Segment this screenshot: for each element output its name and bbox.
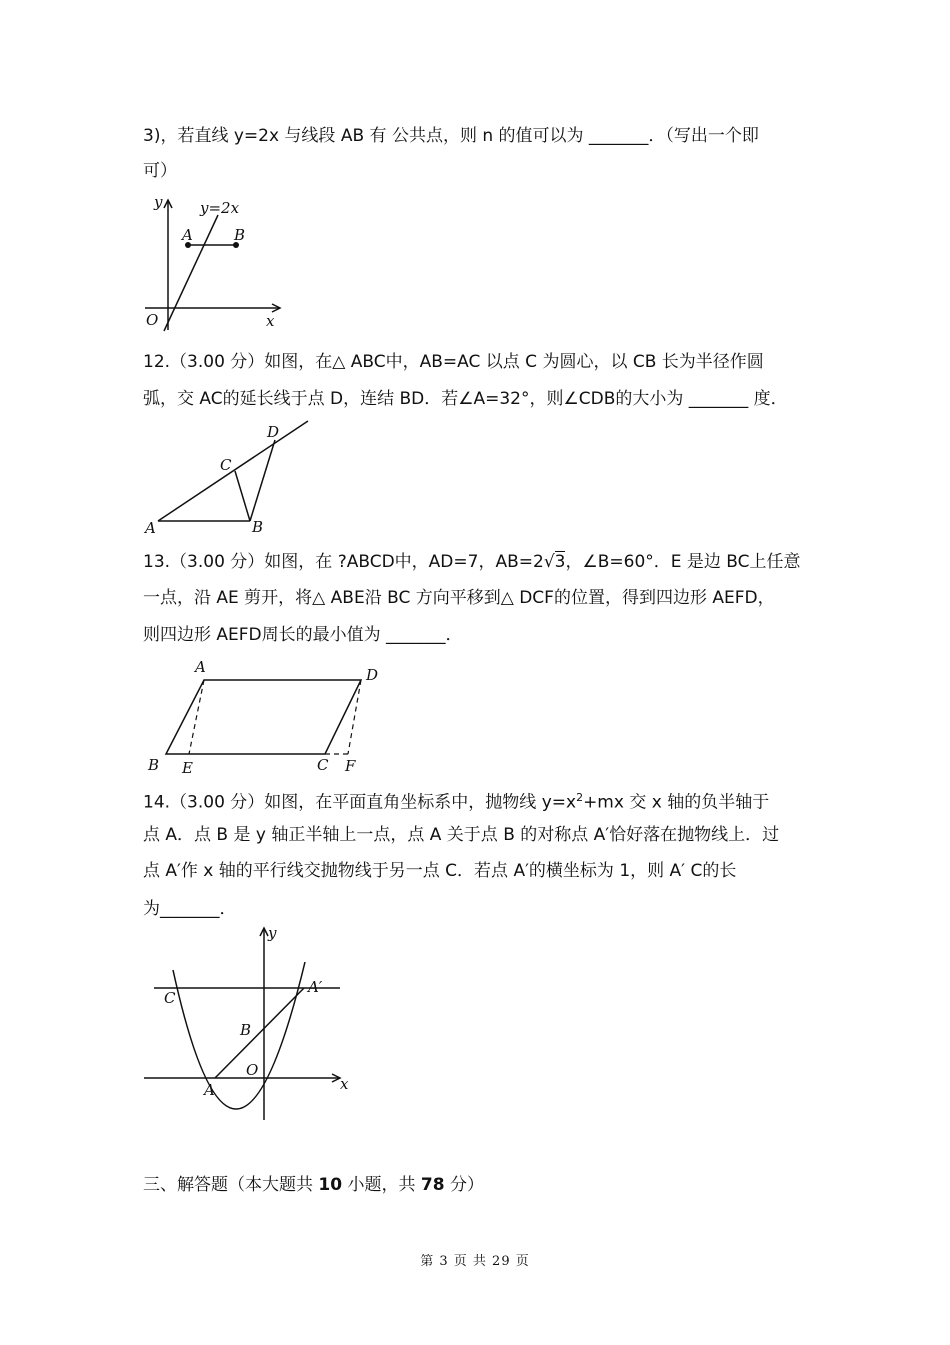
- label-f: F: [345, 757, 356, 775]
- label-e: E: [182, 759, 193, 777]
- q13-text-line-2: 一点，沿 AE 剪开，将△ ABE沿 BC 方向平移到△ DCF的位置，得到四边形 AEFD，: [143, 588, 775, 608]
- q14-text-line-2: 点 A．点 B 是 y 轴正半轴上一点，点 A 关于点 B 的对称点 A′恰好落在抛物线上．过: [143, 825, 780, 845]
- label-a-prime: A′: [308, 978, 323, 996]
- label-b: B: [252, 518, 264, 536]
- q13-line1-post: ，∠B=60°．E 是边 BC上任意: [565, 552, 801, 572]
- q14-text-line-3: 点 A′作 x 轴的平行线交抛物线于另一点 C．若点 A′的横坐标为 1，则 A′ C的长: [143, 861, 737, 881]
- label-a: A: [195, 658, 206, 676]
- section-heading-post: 分）: [444, 1175, 484, 1195]
- label-y: y: [154, 193, 163, 211]
- label-b: B: [234, 226, 246, 244]
- section-heading-pre: 三、解答题（本大题共: [143, 1175, 319, 1195]
- q14-figure: [140, 922, 360, 1127]
- page-footer: 第 3 页 共 29 页: [420, 1254, 530, 1269]
- label-eq: y=2x: [200, 199, 240, 217]
- question-count: 10: [318, 1175, 343, 1195]
- label-d: D: [366, 666, 379, 684]
- q14-line1-post: +mx 交 x 轴的负半轴于: [583, 792, 770, 813]
- label-d: D: [267, 423, 280, 441]
- label-x: x: [266, 312, 275, 330]
- label-a: A: [182, 226, 193, 244]
- label-a: A: [145, 519, 156, 537]
- sqrt-symbol: √: [543, 552, 555, 572]
- line-ad: [158, 421, 308, 521]
- label-a: A: [204, 1081, 215, 1099]
- segment-ae: [189, 680, 204, 754]
- section-heading: [143, 1174, 484, 1196]
- total-score: 78: [420, 1175, 445, 1195]
- label-o: O: [246, 1061, 259, 1079]
- exponent: 2: [576, 791, 584, 804]
- segment-a-a-prime: [215, 988, 304, 1078]
- q12-figure: [140, 418, 320, 538]
- sqrt-radicand: 3: [554, 552, 566, 572]
- segment-df: [348, 680, 361, 754]
- q11-text-line-1: 3)，若直线 y=2x 与线段 AB 有 公共点，则 n 的值可以为 _______．（写出一个即: [143, 126, 759, 146]
- label-c: C: [164, 989, 176, 1007]
- label-b: B: [240, 1021, 252, 1039]
- segment-cb: [235, 471, 250, 521]
- q14-text-line-4: 为_______．: [143, 899, 237, 919]
- q14-text-line-1: [143, 787, 769, 814]
- q13-text-line-3: 则四边形 AEFD周长的最小值为 _______．: [143, 625, 463, 645]
- label-c: C: [317, 756, 329, 774]
- section-heading-mid: 小题，共: [342, 1175, 421, 1195]
- parabola: [173, 962, 305, 1109]
- q13-line1-pre: 13.（3.00 分）如图，在 ?ABCD中，AD=7，AB=2: [143, 552, 544, 572]
- q11-figure: [140, 195, 290, 335]
- label-o: O: [146, 311, 159, 329]
- q13-text-line-1: [143, 551, 801, 573]
- label-b: B: [148, 756, 160, 774]
- label-c: C: [220, 456, 232, 474]
- q14-line1-pre: 14.（3.00 分）如图，在平面直角坐标系中，抛物线 y=x: [143, 792, 577, 813]
- label-x: x: [340, 1075, 349, 1093]
- q12-text-line-1: 12.（3.00 分）如图，在△ ABC中，AB=AC 以点 C 为圆心，以 CB 长为半径作圆: [143, 352, 764, 372]
- q13-figure: [140, 658, 390, 778]
- q11-text-line-2: 可）: [143, 161, 177, 181]
- label-y: y: [268, 924, 277, 942]
- q12-text-line-2: 弧，交 AC的延长线于点 D，连结 BD．若∠A=32°，则∠CDB的大小为 _______ 度．: [143, 389, 788, 409]
- parallelogram-abcd: [166, 680, 361, 754]
